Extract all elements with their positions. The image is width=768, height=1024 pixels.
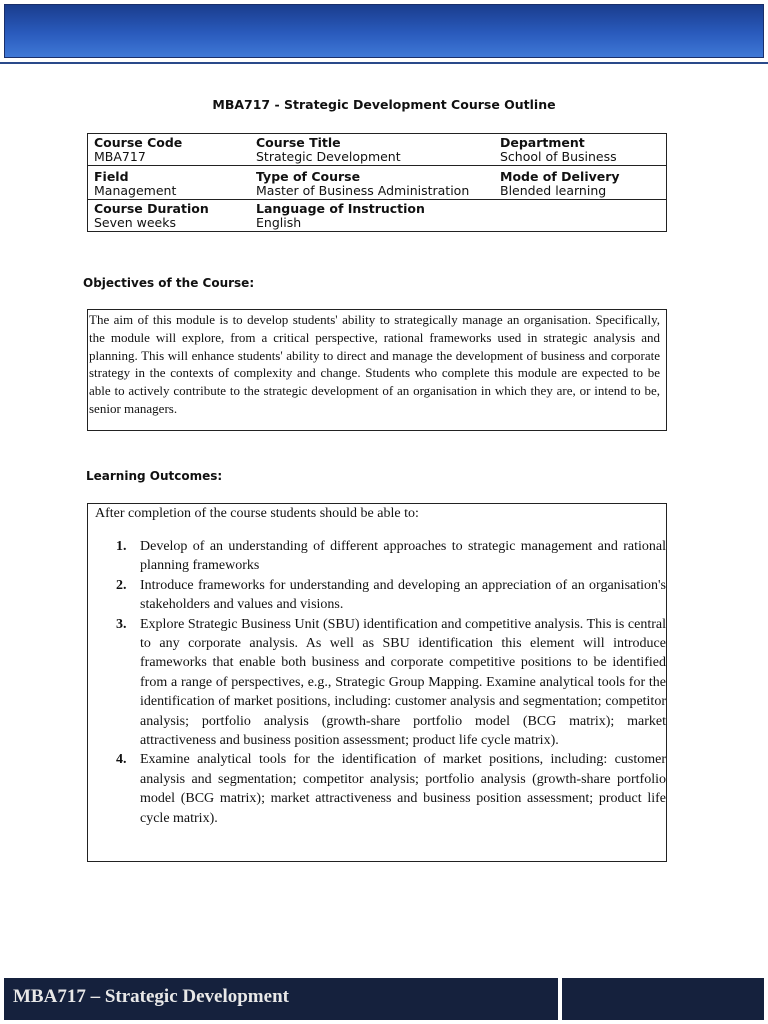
list-item-text: Explore Strategic Business Unit (SBU) identification and competitive analysis. This is central to any corporate analysis. As well as SBU identification this element will introduce frameworks that enable both business and corporate competitive positions to be identified from a range of perspectives, e.g., Strategic Group Mapping. Examine analytical tools for the identification of market positions, including: customer analysis and segmentation; competitor analysis; portfolio analysis (growth-share portfolio model (BCG matrix); market attractiveness and business position assessment; product life cycle matrix). (140, 616, 666, 749)
learning-outcomes-list (88, 537, 666, 828)
header-rule (0, 62, 768, 64)
list-item (88, 537, 666, 576)
objectives-heading: Objectives of the Course: (83, 276, 255, 290)
list-item-text: Develop of an understanding of different approaches to strategic management and rational planning frameworks (140, 539, 666, 574)
table-cell (250, 134, 494, 166)
field-value: Master of Business Administration (256, 183, 470, 198)
footer-bar (4, 978, 558, 1020)
table-row (88, 200, 667, 232)
page-title: MBA717 - Strategic Development Course Outline (212, 97, 556, 112)
course-info-table (87, 133, 667, 232)
field-label: Course Duration (94, 201, 209, 216)
field-label: Department (500, 135, 585, 150)
field-label: Course Code (94, 135, 183, 150)
field-label: Course Title (256, 135, 341, 150)
table-cell (494, 166, 667, 200)
field-value: Management (94, 183, 177, 198)
list-item-text: Introduce frameworks for understanding and developing an appreciation of an organisation's stakeholders and values and visions. (140, 577, 666, 613)
list-item (88, 750, 666, 828)
table-cell (88, 134, 251, 166)
field-label: Type of Course (256, 169, 361, 184)
header-banner (4, 4, 764, 58)
field-value: English (256, 215, 302, 230)
learning-outcomes-box (87, 503, 667, 862)
field-value: MBA717 (94, 149, 146, 164)
table-row (88, 166, 667, 200)
field-value: Seven weeks (94, 215, 176, 230)
field-label: Mode of Delivery (500, 169, 620, 184)
field-value: Blended learning (500, 183, 607, 198)
list-item (88, 615, 666, 751)
table-cell (250, 166, 494, 200)
field-value: Strategic Development (256, 149, 401, 164)
table-cell (88, 166, 251, 200)
footer-bar-right (562, 978, 764, 1020)
table-row (88, 134, 667, 166)
field-value: School of Business (500, 149, 617, 164)
list-item-number: 3. (116, 616, 127, 632)
list-item-number: 1. (116, 539, 127, 554)
table-cell (88, 200, 251, 232)
field-label: Field (94, 169, 129, 184)
objectives-text: The aim of this module is to develop students' ability to strategically manage an organisation. Specifically, the module will explore, from a critical perspective, rational frameworks used in strategic analysis and planning. This will enhance students' ability to direct and manage the development of business and corporate strategy in the contexts of complexity and change. Students who complete this module are expected to be able to actively contribute to the strategic development of an organisation in which they are, or intend to be, senior managers. (89, 312, 660, 416)
learning-outcomes-heading: Learning Outcomes: (86, 469, 223, 483)
objectives-box (87, 309, 667, 431)
list-item-number: 4. (116, 752, 127, 768)
list-item-number: 2. (116, 577, 127, 593)
field-label: Language of Instruction (256, 201, 425, 216)
table-cell (494, 200, 667, 232)
table-cell (494, 134, 667, 166)
list-item (88, 576, 666, 615)
learning-outcomes-intro: After completion of the course students should be able to: (95, 506, 419, 521)
table-cell (250, 200, 494, 232)
list-item-text: Examine analytical tools for the identification of market positions, including: customer analysis and segmentation; competitor analysis; portfolio analysis (growth-share portfolio model (BCG matrix); market attractiveness and business position assessment; product life cycle matrix). (140, 752, 666, 826)
footer-title: MBA717 – Strategic Development (13, 986, 289, 1007)
